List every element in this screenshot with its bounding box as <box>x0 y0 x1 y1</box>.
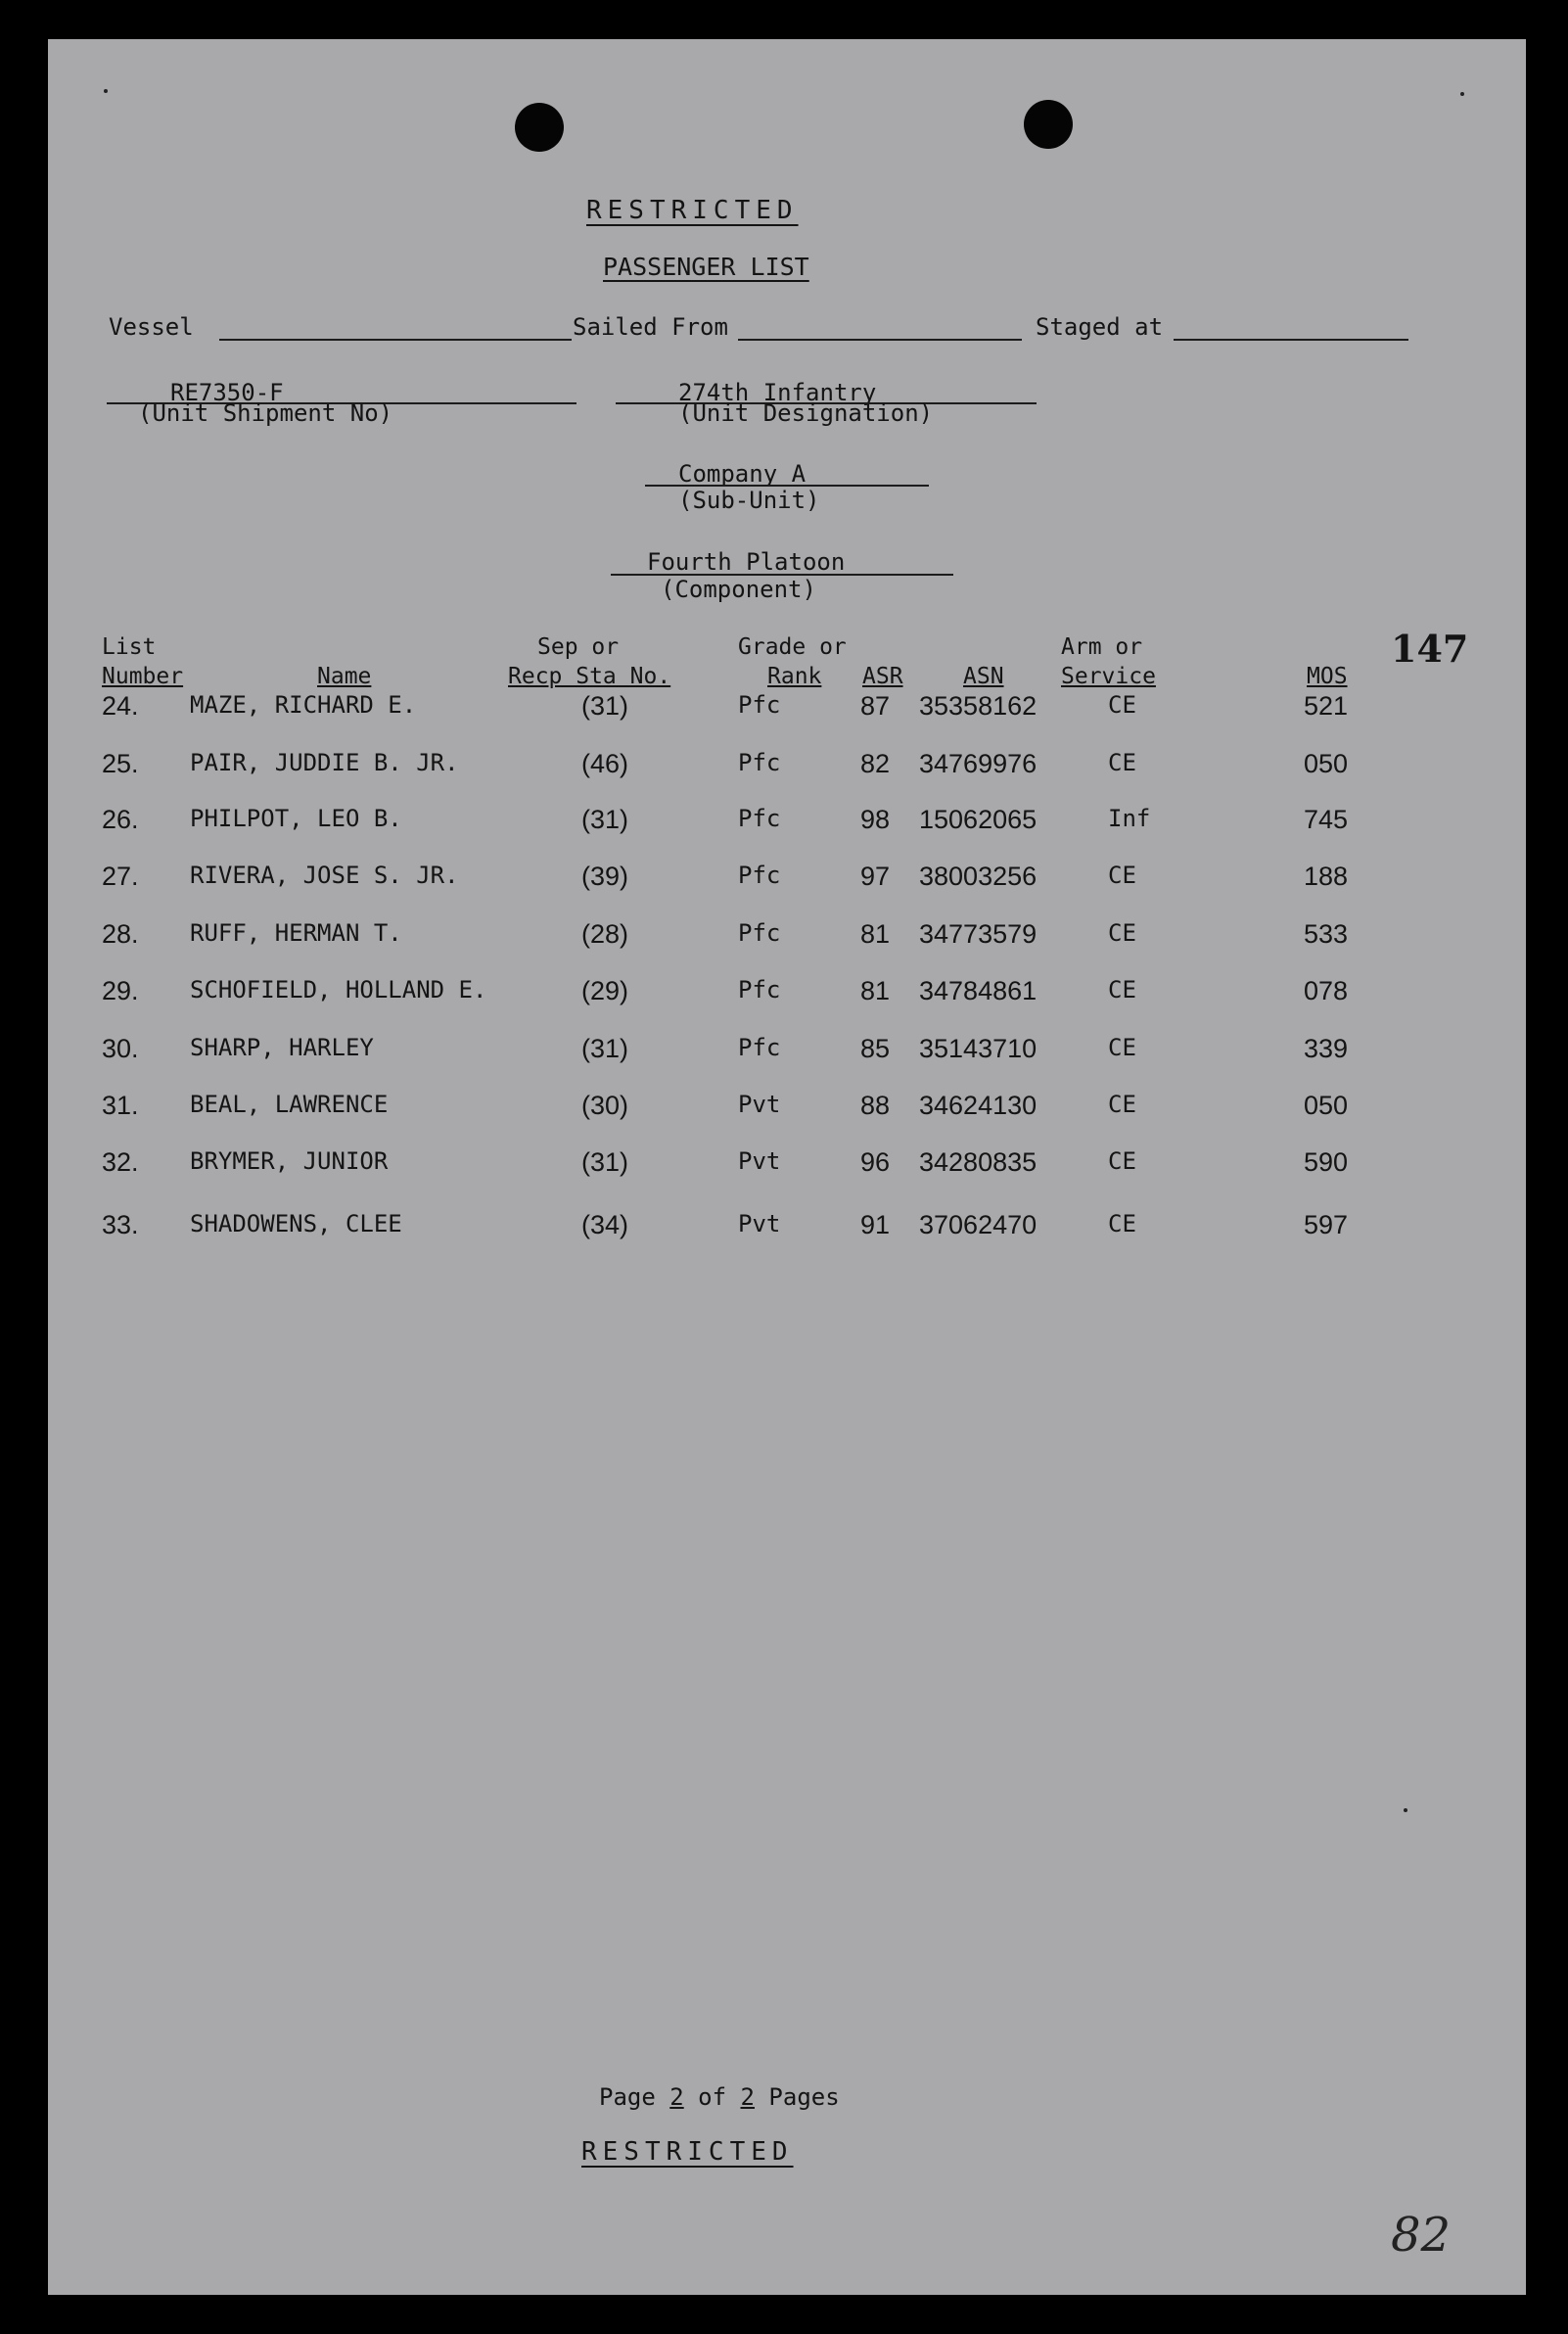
cell-rank: Pfc <box>738 691 781 719</box>
cell-service: CE <box>1108 1034 1136 1061</box>
cell-asr: 87 <box>860 691 891 721</box>
cell-sta: (29) <box>581 976 629 1005</box>
cell-rank: Pfc <box>738 805 781 832</box>
cell-rank: Pfc <box>738 976 781 1004</box>
cell-sta: (30) <box>581 1091 629 1120</box>
cell-no: 25. <box>102 749 139 778</box>
cell-no: 29. <box>102 976 139 1005</box>
col-asn: ASN <box>963 664 1004 689</box>
cell-sta: (39) <box>581 862 629 891</box>
cell-asn: 34769976 <box>919 749 1038 778</box>
component-caption: (Component) <box>661 576 816 603</box>
col-list: List <box>102 634 157 660</box>
page-suffix: Pages <box>768 2083 840 2111</box>
cell-asn: 37062470 <box>919 1210 1038 1239</box>
cell-mos: 521 <box>1304 691 1349 721</box>
cell-rank: Pfc <box>738 1034 781 1061</box>
cell-mos: 745 <box>1304 805 1349 834</box>
cell-mos: 339 <box>1304 1034 1349 1063</box>
cell-service: CE <box>1108 919 1136 947</box>
cell-sta: (46) <box>581 749 629 778</box>
cell-mos: 050 <box>1304 749 1349 778</box>
cell-name: RIVERA, JOSE S. JR. <box>190 862 459 889</box>
cell-service: CE <box>1108 1147 1136 1175</box>
cell-rank: Pfc <box>738 919 781 947</box>
cell-asr: 81 <box>860 976 891 1005</box>
cell-mos: 188 <box>1304 862 1349 891</box>
cell-asn: 34784861 <box>919 976 1038 1005</box>
cell-service: CE <box>1108 1210 1136 1237</box>
col-arm-or: Arm or <box>1061 634 1143 660</box>
cell-mos: 590 <box>1304 1147 1349 1177</box>
cell-rank: Pfc <box>738 862 781 889</box>
cell-service: CE <box>1108 691 1136 719</box>
cell-asn: 38003256 <box>919 862 1038 891</box>
cell-no: 27. <box>102 862 139 891</box>
cell-asr: 91 <box>860 1210 891 1239</box>
cell-name: BRYMER, JUNIOR <box>190 1147 389 1175</box>
cell-service: CE <box>1108 976 1136 1004</box>
cell-name: PHILPOT, LEO B. <box>190 805 402 832</box>
cell-no: 24. <box>102 691 139 721</box>
component: Fourth Platoon <box>647 548 846 576</box>
punch-hole-right <box>1024 100 1073 149</box>
col-recp-sta-no: Recp Sta No. <box>508 664 671 689</box>
cell-name: RUFF, HERMAN T. <box>190 919 402 947</box>
page-current: 2 <box>669 2083 684 2111</box>
col-number: Number <box>102 664 184 689</box>
cell-no: 32. <box>102 1147 139 1177</box>
cell-asn: 35358162 <box>919 691 1038 721</box>
document-title: PASSENGER LIST <box>603 253 809 281</box>
cell-asr: 88 <box>860 1091 891 1120</box>
staged-at-label: Staged at <box>1036 313 1164 341</box>
cell-rank: Pvt <box>738 1210 781 1237</box>
cell-no: 26. <box>102 805 139 834</box>
document-page <box>48 39 1526 2295</box>
sailed-from-label: Sailed From <box>573 313 728 341</box>
cell-name: SHADOWENS, CLEE <box>190 1210 402 1237</box>
cell-asn: 34773579 <box>919 919 1038 949</box>
cell-sta: (34) <box>581 1210 629 1239</box>
cell-name: SHARP, HARLEY <box>190 1034 374 1061</box>
vessel-field-line <box>219 339 572 341</box>
stamped-page-number: 147 <box>1391 627 1469 671</box>
cell-asn: 15062065 <box>919 805 1038 834</box>
speck <box>1460 92 1464 96</box>
cell-name: MAZE, RICHARD E. <box>190 691 417 719</box>
cell-name: SCHOFIELD, HOLLAND E. <box>190 976 487 1004</box>
sub-unit: Company A <box>678 460 807 488</box>
cell-no: 28. <box>102 919 139 949</box>
cell-no: 33. <box>102 1210 139 1239</box>
cell-service: Inf <box>1108 805 1151 832</box>
cell-sta: (31) <box>581 691 629 721</box>
cell-sta: (31) <box>581 1147 629 1177</box>
page-of: of <box>698 2083 727 2111</box>
cell-mos: 533 <box>1304 919 1349 949</box>
cell-asr: 97 <box>860 862 891 891</box>
col-sep-or: Sep or <box>537 634 620 660</box>
staged-at-field-line <box>1174 339 1408 341</box>
classification-bottom: RESTRICTED <box>581 2137 794 2167</box>
cell-asr: 96 <box>860 1147 891 1177</box>
cell-asr: 98 <box>860 805 891 834</box>
unit-shipment-number: RE7350-F <box>170 379 284 406</box>
cell-mos: 078 <box>1304 976 1349 1005</box>
cell-service: CE <box>1108 1091 1136 1118</box>
sub-unit-caption: (Sub-Unit) <box>678 487 820 514</box>
cell-rank: Pvt <box>738 1147 781 1175</box>
col-service: Service <box>1061 664 1156 689</box>
cell-mos: 050 <box>1304 1091 1349 1120</box>
speck <box>104 89 108 93</box>
page-prefix: Page <box>599 2083 656 2111</box>
cell-asr: 81 <box>860 919 891 949</box>
cell-sta: (28) <box>581 919 629 949</box>
cell-asn: 34280835 <box>919 1147 1038 1177</box>
col-rank: Rank <box>767 664 822 689</box>
col-asr: ASR <box>862 664 903 689</box>
classification-top: RESTRICTED <box>586 196 799 225</box>
cell-rank: Pfc <box>738 749 781 776</box>
speck <box>1404 1808 1407 1812</box>
page-indicator <box>599 2083 840 2111</box>
cell-asr: 85 <box>860 1034 891 1063</box>
cell-asn: 35143710 <box>919 1034 1038 1063</box>
cell-service: CE <box>1108 749 1136 776</box>
vessel-label: Vessel <box>109 313 194 341</box>
punch-hole-left <box>515 103 564 152</box>
col-grade-or: Grade or <box>738 634 847 660</box>
handwritten-note: 82 <box>1391 2208 1452 2263</box>
cell-sta: (31) <box>581 1034 629 1063</box>
cell-name: BEAL, LAWRENCE <box>190 1091 389 1118</box>
cell-service: CE <box>1108 862 1136 889</box>
cell-sta: (31) <box>581 805 629 834</box>
unit-designation: 274th Infantry <box>678 379 877 406</box>
cell-no: 31. <box>102 1091 139 1120</box>
page-total: 2 <box>740 2083 755 2111</box>
cell-no: 30. <box>102 1034 139 1063</box>
unit-designation-caption: (Unit Designation) <box>678 399 934 427</box>
col-name: Name <box>317 664 372 689</box>
cell-name: PAIR, JUDDIE B. JR. <box>190 749 459 776</box>
sailed-from-field-line <box>738 339 1022 341</box>
cell-rank: Pvt <box>738 1091 781 1118</box>
cell-asr: 82 <box>860 749 891 778</box>
cell-asn: 34624130 <box>919 1091 1038 1120</box>
cell-mos: 597 <box>1304 1210 1349 1239</box>
unit-shipment-caption: (Unit Shipment No) <box>138 399 393 427</box>
col-mos: MOS <box>1307 664 1348 689</box>
